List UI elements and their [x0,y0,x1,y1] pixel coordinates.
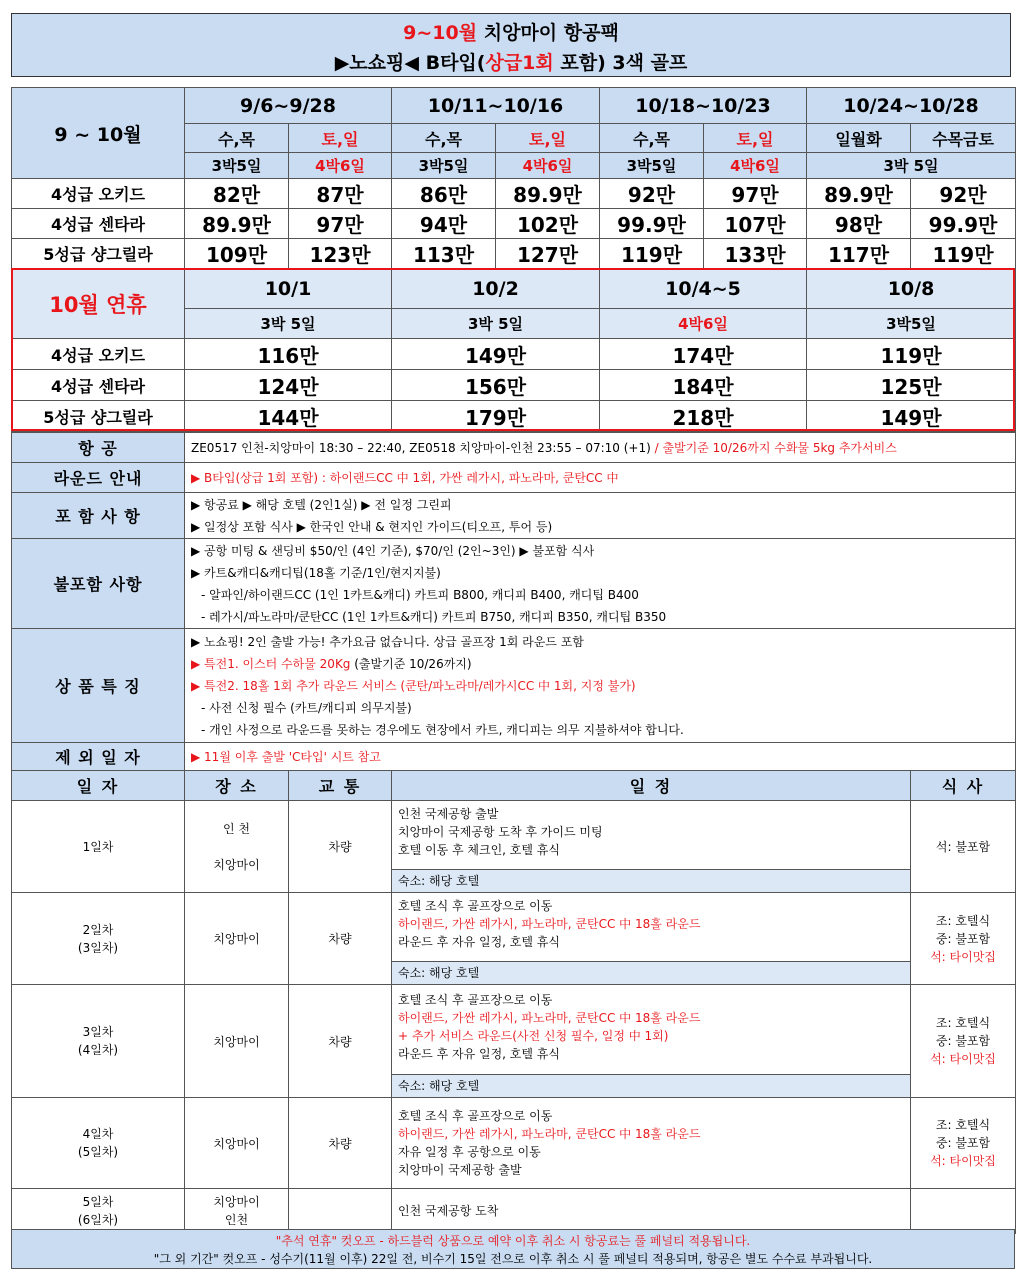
schedule-row [12,801,1016,893]
hotel-name: 4성급 오키드 [12,339,185,370]
hotel-name: 5성급 샹그릴라 [12,401,185,432]
period-3: 10/18~10/23 [600,88,807,124]
day-cell: 5일차 (6일차) [12,1189,185,1234]
stay-info: 숙소: 해당 호텔 [392,1074,910,1097]
place-cell: 치앙마이 [185,985,289,1098]
holiday-nights: 3박 5일 [185,309,392,339]
hotel-name: 4성급 오키드 [12,179,185,209]
price-cell: 107만 [704,209,807,239]
plan-cell: 인천 국제공항 출발 치앙마이 국제공항 도착 후 가이드 미팅 호텔 이동 후 체크인, 호텔 휴식 숙소: 해당 호텔 [392,801,911,893]
day-cell: 3일차 (4일차) [12,985,185,1098]
day-cell: 4일차 (5일차) [12,1098,185,1189]
plan-cell: 인천 국제공항 도착 [392,1189,911,1234]
price-cell: 156만 [392,370,600,401]
meal-cell: 석: 불포함 [911,801,1016,893]
price-cell: 89.9만 [185,209,289,239]
period-2: 10/11~10/16 [392,88,600,124]
price-cell: 119만 [911,239,1016,269]
round-label: 라운드 안내 [12,463,185,493]
nights-label: 4박6일 [704,153,807,179]
col-header-day: 일 자 [12,771,185,801]
except-info: ▶ 11월 이후 출발 'C타입' 시트 참고 [185,743,1016,771]
nights-label: 3박5일 [185,153,289,179]
price-cell: 97만 [289,209,392,239]
price-cell: 102만 [496,209,600,239]
price-cell: 119만 [600,239,704,269]
nights-label: 4박6일 [496,153,600,179]
price-cell: 149만 [392,339,600,370]
period-1: 9/6~9/28 [185,88,392,124]
nights-label: 4박6일 [289,153,392,179]
col-header-transport: 교 통 [289,771,392,801]
price-cell: 99.9만 [600,209,704,239]
excluded-label: 불포함 사항 [12,539,185,629]
price-cell: 92만 [600,179,704,209]
col-header-place: 장 소 [185,771,289,801]
period-4: 10/24~10/28 [807,88,1016,124]
price-cell: 86만 [392,179,496,209]
price-cell: 116만 [185,339,392,370]
day-label: 수,목 [185,124,289,153]
price-cell: 218만 [600,401,807,432]
price-cell: 109만 [185,239,289,269]
holiday-row [12,401,1016,432]
footer-line-1: "추석 연휴" 컷오프 - 하드블럭 상품으로 예약 이후 취소 시 항공료는 풀 페널티 적용됩니다. [275,1234,751,1248]
price-cell: 179만 [392,401,600,432]
price-cell: 124만 [185,370,392,401]
holiday-date: 10/4~5 [600,269,807,309]
footer-line-2: "그 외 기간" 컷오프 - 성수기(11월 이후) 22일 전, 비수기 15일 전으로 이후 취소 시 풀 페널티 적용되며, 항공은 별도 수수료 부과됩니다. [153,1252,873,1266]
schedule-table [11,770,1016,1234]
price-row [12,239,1016,269]
meal-cell: 조: 호텔식 중: 불포함 석: 타이맛집 [911,893,1016,985]
features-info: ▶ 노쇼핑! 2인 출발 가능! 추가요금 없습니다. 상급 골프장 1회 라운드 포함 ▶ 특전1. 이스터 수하물 20Kg (출발기준 10/26까지) ▶ 특전2. 18홀 1회 추가 라운드 서비스 (쿤탄/파노라마/레가시CC 中 1회, 지정 불가) - 사전 신청 필수 (카트/캐디피 의무지불) - 개인 사정으로 라운드를 못하는 경우에도 현장에서 카트, 캐디피는 의무 지불하셔야 합니다. [185,629,1016,743]
price-row [12,209,1016,239]
included-info: ▶ 항공료 ▶ 해당 호텔 (2인1실) ▶ 전 일정 그린피 ▶ 일정상 포함 식사 ▶ 한국인 안내 & 현지인 가이드(티오프, 투어 등) [185,493,1016,539]
holiday-date: 10/8 [807,269,1016,309]
day-cell: 1일차 [12,801,185,893]
schedule-row [12,1098,1016,1189]
hotel-name: 4성급 센타라 [12,370,185,401]
price-cell: 119만 [807,339,1016,370]
holiday-nights: 3박5일 [807,309,1016,339]
price-cell: 144만 [185,401,392,432]
price-cell: 133만 [704,239,807,269]
transport-cell [289,1189,392,1234]
holiday-date: 10/1 [185,269,392,309]
price-cell: 123만 [289,239,392,269]
price-cell: 149만 [807,401,1016,432]
info-table [11,432,1016,771]
price-cell: 174만 [600,339,807,370]
price-cell: 125만 [807,370,1016,401]
meal-cell: 조: 호텔식 중: 불포함 석: 타이맛집 [911,985,1016,1098]
holiday-nights: 3박 5일 [392,309,600,339]
transport-cell: 차량 [289,801,392,893]
day-label: 토,일 [704,124,807,153]
day-label: 수,목 [392,124,496,153]
meal-cell: 조: 호텔식 중: 불포함 석: 타이맛집 [911,1098,1016,1189]
price-cell: 97만 [704,179,807,209]
transport-cell: 차량 [289,1098,392,1189]
price-row [12,179,1016,209]
excluded-info: ▶ 공항 미팅 & 샌딩비 $50/인 (4인 기준), $70/인 (2인~3인) ▶ 불포함 식사 ▶ 카트&캐디&캐디팁(18홀 기준/1인/현지지불) - 알파인/하이랜드CC (1인 1카트&캐디) 카트피 B800, 캐디피 B400, 캐디팁 B400 - 레가시/파노라마/쿤탄CC (1인 1카트&캐디) 카트피 B750, 캐디피 B350, 캐디팁 B350 [185,539,1016,629]
price-cell: 87만 [289,179,392,209]
header-subtitle: ▶노쇼핑◀ B타입(상급1회 포함) 3색 골프 [334,52,688,74]
round-info: ▶ B타입(상급 1회 포함) : 하이랜드CC 中 1회, 가싼 레가시, 파노라마, 쿤탄CC 中 [185,463,1016,493]
except-label: 제 외 일 자 [12,743,185,771]
holiday-title: 10월 연휴 [12,269,185,339]
day-label: 수목금토 [911,124,1016,153]
plan-cell: 호텔 조식 후 골프장으로 이동 하이랜드, 가싼 레가시, 파노라마, 쿤탄CC 中 18홀 라운드 라운드 후 자유 일정, 호텔 휴식 숙소: 해당 호텔 [392,893,911,985]
price-cell: 184만 [600,370,807,401]
price-cell: 127만 [496,239,600,269]
header-title: 9~10월 치앙마이 항공팩 [403,22,619,44]
hotel-name: 5성급 샹그릴라 [12,239,185,269]
price-cell: 92만 [911,179,1016,209]
holiday-row [12,370,1016,401]
page-header [11,13,1011,77]
holiday-nights: 4박6일 [600,309,807,339]
day-label: 일월화 [807,124,911,153]
place-cell: 치앙마이 [185,1098,289,1189]
price-cell: 99.9만 [911,209,1016,239]
day-cell: 2일차 (3일차) [12,893,185,985]
day-label: 토,일 [289,124,392,153]
footer-notice [11,1229,1015,1269]
meal-cell [911,1189,1016,1234]
nights-label: 3박 5일 [807,153,1016,179]
transport-cell: 차량 [289,893,392,985]
price-cell: 113만 [392,239,496,269]
transport-cell: 차량 [289,985,392,1098]
price-cell: 98만 [807,209,911,239]
place-cell: 치앙마이 [185,893,289,985]
place-cell: 인 천 치앙마이 [185,801,289,893]
price-cell: 89.9만 [496,179,600,209]
day-label: 수,목 [600,124,704,153]
features-label: 상 품 특 징 [12,629,185,743]
day-label: 토,일 [496,124,600,153]
plan-cell: 호텔 조식 후 골프장으로 이동 하이랜드, 가싼 레가시, 파노라마, 쿤탄CC 中 18홀 라운드 자유 일정 후 공항으로 이동 치앙마이 국제공항 출발 [392,1098,911,1189]
price-cell: 117만 [807,239,911,269]
price-cell: 82만 [185,179,289,209]
price-cell: 89.9만 [807,179,911,209]
price-table [11,87,1016,432]
place-cell: 치앙마이 인천 [185,1189,289,1234]
nights-label: 3박5일 [600,153,704,179]
stay-info: 숙소: 해당 호텔 [392,869,910,892]
plan-cell: 호텔 조식 후 골프장으로 이동 하이랜드, 가싼 레가시, 파노라마, 쿤탄CC 中 18홀 라운드 + 추가 서비스 라운드(사전 신청 필수, 일정 中 1회) 라운드 후 자유 일정, 호텔 휴식 숙소: 해당 호텔 [392,985,911,1098]
price-corner: 9 ~ 10월 [12,88,185,179]
nights-label: 3박5일 [392,153,496,179]
price-cell: 94만 [392,209,496,239]
flight-label: 항 공 [12,433,185,463]
holiday-date: 10/2 [392,269,600,309]
holiday-row [12,339,1016,370]
col-header-plan: 일 정 [392,771,911,801]
stay-info: 숙소: 해당 호텔 [392,961,910,984]
col-header-meal: 식 사 [911,771,1016,801]
hotel-name: 4성급 센타라 [12,209,185,239]
flight-info: ZE0517 인천-치앙마이 18:30 – 22:40, ZE0518 치앙마이-인천 23:55 – 07:10 (+1) / 출발기준 10/26까지 수화물 5kg 추가서비스 [185,433,1016,463]
schedule-row [12,893,1016,985]
included-label: 포 함 사 항 [12,493,185,539]
schedule-row [12,985,1016,1098]
schedule-row [12,1189,1016,1234]
